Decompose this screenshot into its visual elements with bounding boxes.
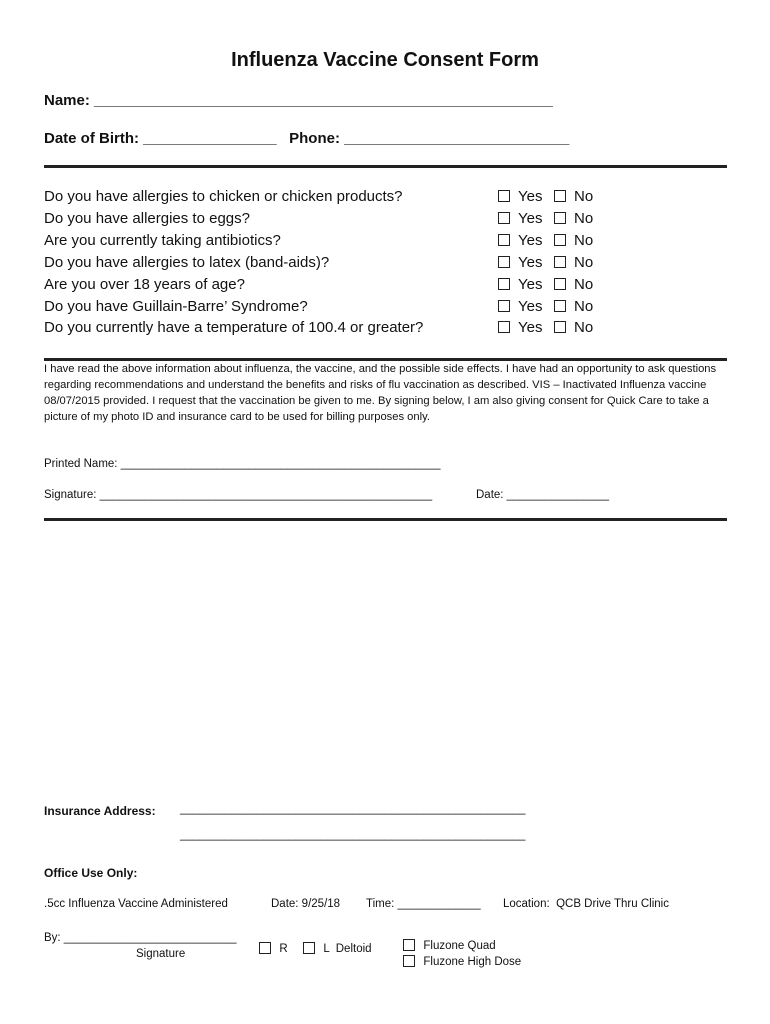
question-text: Do you have allergies to chicken or chicken products? [44,188,403,205]
question-text: Do you currently have a temperature of 100.4 or greater? [44,319,424,336]
signature-field[interactable]: Signature: ____________________________________________________ [44,489,433,501]
dob-phone-fields[interactable]: Date of Birth: ________________ Phone: ___________________________ [44,130,570,147]
office-date: Date: 9/25/18 [271,898,341,910]
yes-checkbox[interactable] [498,321,510,333]
yes-checkbox[interactable] [498,190,510,202]
yes-option[interactable] [498,254,542,271]
yes-label: Yes [518,232,543,249]
question-text: Do you have allergies to latex (band-aids)? [44,254,330,271]
no-checkbox[interactable] [554,234,566,246]
yes-option[interactable] [498,232,542,249]
fluzone-high-option[interactable] [397,944,521,968]
no-checkbox[interactable] [554,321,566,333]
vaccine-administered: .5cc Influenza Vaccine Administered [44,898,228,910]
no-option[interactable] [554,232,593,249]
yes-checkbox[interactable] [498,278,510,290]
yes-option[interactable] [498,188,542,205]
no-label: No [574,188,594,205]
fluzone-high-checkbox[interactable] [403,955,415,967]
no-checkbox[interactable] [554,278,566,290]
divider-3 [44,518,727,521]
yes-option[interactable] [498,319,542,336]
office-location: Location: QCB Drive Thru Clinic [503,898,669,910]
question-text: Are you currently taking antibiotics? [44,232,281,249]
right-label: R [279,943,288,956]
question-text: Do you have allergies to eggs? [44,210,250,227]
page-title: Influenza Vaccine Consent Form [231,49,539,71]
no-option[interactable] [554,188,593,205]
no-option[interactable] [554,319,593,336]
office-time-field[interactable]: Time: _____________ [366,898,481,910]
no-option[interactable] [554,298,593,315]
yes-checkbox[interactable] [498,234,510,246]
yes-checkbox[interactable] [498,300,510,312]
yes-checkbox[interactable] [498,256,510,268]
date-field[interactable]: Date: ________________ [476,489,610,501]
left-deltoid-option[interactable] [297,931,372,955]
no-option[interactable] [554,210,593,227]
signature-caption: Signature [136,948,186,960]
no-label: No [574,298,594,315]
fluzone-high-label: Fluzone High Dose [423,956,522,969]
by-signature-field[interactable]: By: ___________________________ [44,932,237,944]
yes-label: Yes [518,298,543,315]
insurance-address-label: Insurance Address: [44,804,156,818]
no-label: No [574,254,594,271]
office-use-heading: Office Use Only: [44,866,138,880]
divider-1 [44,165,727,168]
yes-label: Yes [518,188,543,205]
yes-option[interactable] [498,210,542,227]
yes-label: Yes [518,254,543,271]
no-checkbox[interactable] [554,190,566,202]
right-checkbox[interactable] [259,942,271,954]
yes-option[interactable] [498,276,542,293]
no-checkbox[interactable] [554,212,566,224]
yes-label: Yes [518,276,543,293]
no-label: No [574,210,594,227]
divider-2 [44,358,727,361]
question-text: Do you have Guillain-Barre’ Syndrome? [44,298,308,315]
yes-checkbox[interactable] [498,212,510,224]
no-label: No [574,232,594,249]
yes-option[interactable] [498,298,542,315]
yes-label: Yes [518,210,543,227]
left-checkbox[interactable] [303,942,315,954]
no-option[interactable] [554,254,593,271]
printed-name-field[interactable]: Printed Name: __________________________________________________ [44,458,441,470]
no-checkbox[interactable] [554,256,566,268]
fluzone-quad-label: Fluzone Quad [423,940,496,953]
no-checkbox[interactable] [554,300,566,312]
consent-paragraph: I have read the above information about influenza, the vaccine, and the possible side effects. I have had an opportunity to ask questions regarding recommendations and understand the benefits and risks of flu vaccination as described. VIS – Inactivated Influenza vaccine 08/07/2015 provided. I request that the vaccination be given to me. By signing below, I am also giving consent for Quick Care to take a picture of my photo ID and insurance card to be used for billing purposes only. [44,363,717,423]
yes-label: Yes [518,319,543,336]
no-option[interactable] [554,276,593,293]
question-text: Are you over 18 years of age? [44,276,245,293]
right-deltoid-option[interactable] [253,931,288,955]
insurance-address-line-1[interactable]: ______________________________________________________ [180,803,526,815]
insurance-address-line-2[interactable]: ______________________________________________________ [180,829,526,841]
left-deltoid-label: L Deltoid [323,943,372,956]
name-field[interactable]: Name: _______________________________________________________ [44,92,553,109]
no-label: No [574,276,594,293]
no-label: No [574,319,594,336]
